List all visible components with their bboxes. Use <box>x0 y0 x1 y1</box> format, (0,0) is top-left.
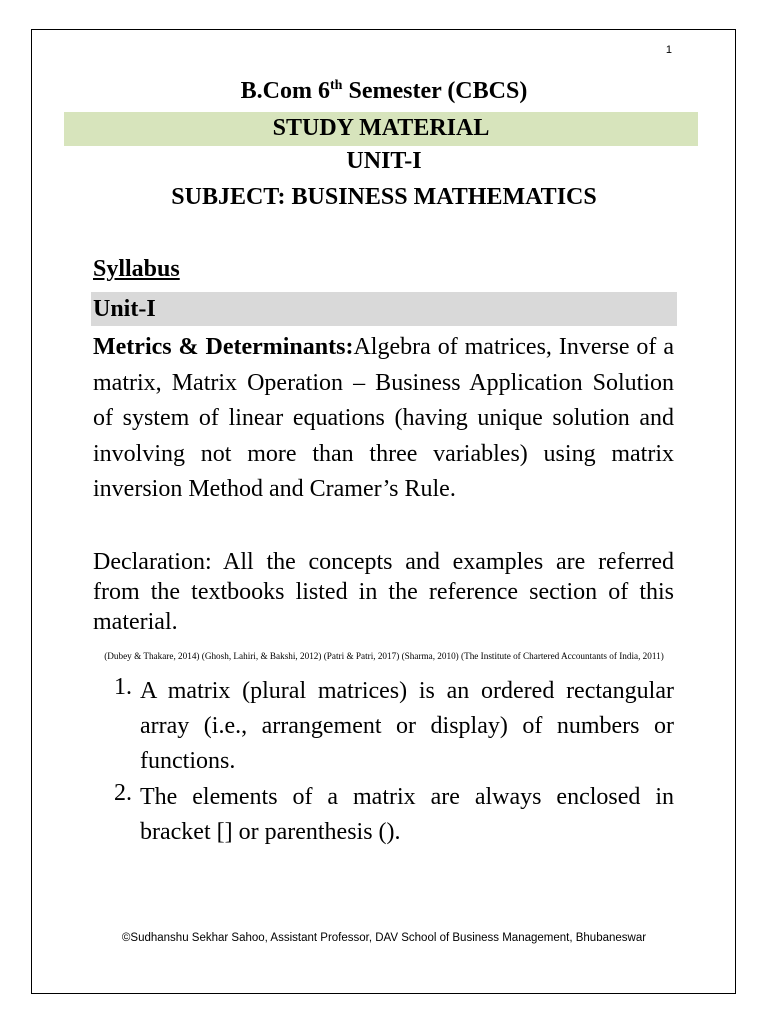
syllabus-topic <box>93 330 674 508</box>
list-item <box>114 674 674 779</box>
study-material-banner: STUDY MATERIAL <box>64 112 698 146</box>
references: (Dubey & Thakare, 2014) (Ghosh, Lahiri, & Bakshi, 2012) (Patri & Patri, 2017) (Sharma, 2010) (The Institute of Chartered Accountants of India, 2011) <box>104 651 664 661</box>
unit-label: Unit-I <box>91 292 677 326</box>
course-title: B.Com 6th Semester (CBCS) <box>240 78 528 104</box>
page-number: 1 <box>665 44 672 56</box>
list-number: 2. <box>114 780 132 806</box>
list-number: 1. <box>114 674 132 700</box>
topic-text: Algebra of matrices, Inverse of a matrix, Matrix Operation – Business Application Solution of system of linear equations (having unique solution and involving not more than three variables) using matrix inversion Method and Cramer’s Rule. <box>93 334 675 502</box>
unit-title: UNIT-I <box>346 148 422 174</box>
topic-bold: Metrics & Determinants: <box>93 334 354 360</box>
subject-title: SUBJECT: BUSINESS MATHEMATICS <box>171 184 597 210</box>
list-text: The elements of a matrix are always enclosed in bracket [] or parenthesis (). <box>140 784 674 845</box>
declaration: Declaration: All the concepts and examples are referred from the textbooks listed in the reference section of this material. <box>93 549 674 635</box>
syllabus-heading: Syllabus <box>93 256 180 282</box>
list-text: A matrix (plural matrices) is an ordered rectangular array (i.e., arrangement or display) of numbers or functions. <box>140 678 674 774</box>
list-item <box>114 780 674 850</box>
footer-credit: ©Sudhanshu Sekhar Sahoo, Assistant Professor, DAV School of Business Management, Bhubaneswar <box>121 932 647 944</box>
points-list <box>114 674 674 851</box>
